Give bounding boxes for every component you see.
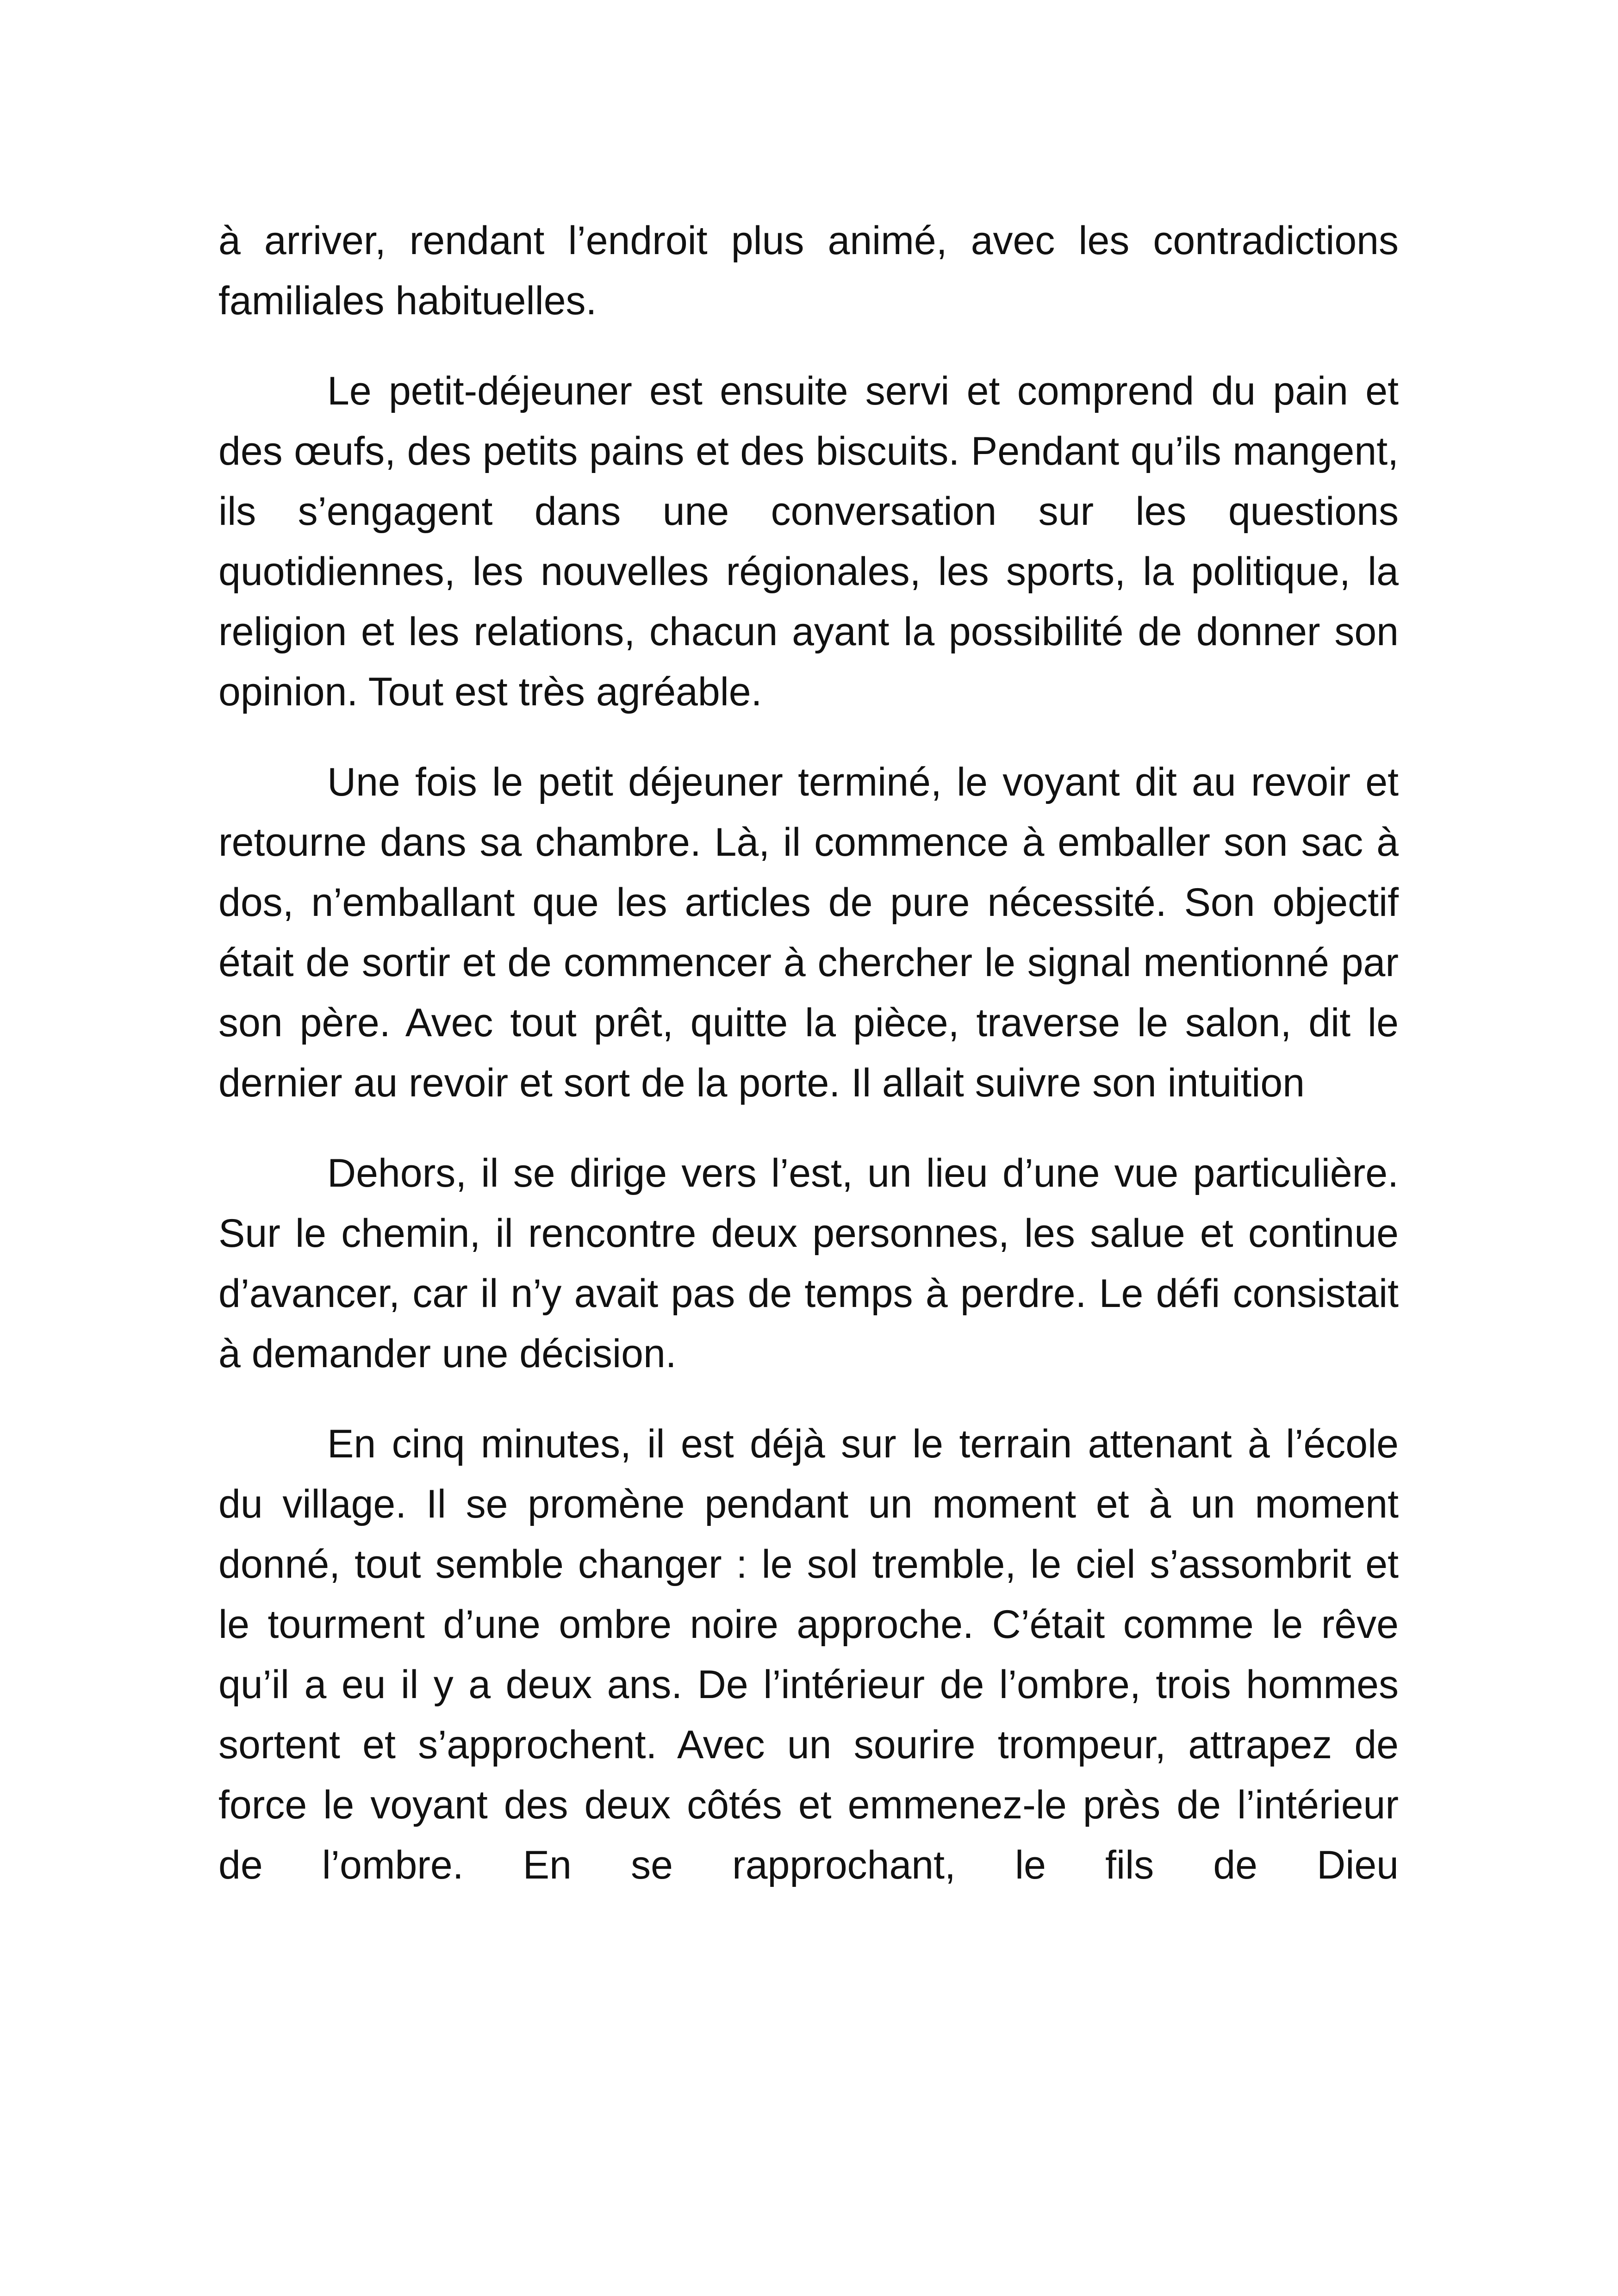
paragraph-continuation: à arriver, rendant l’endroit plus animé, avec les contradictions familiales habituelles. bbox=[218, 218, 1399, 323]
paragraph-outside: Dehors, il se dirige vers l’est, un lieu d’une vue particulière. Sur le chemin, il rencontre deux personnes, les salue et continue d’avancer, car il n’y avait pas de temps à perdre. Le défi consistait à demander une décision. bbox=[218, 1151, 1399, 1376]
body-text bbox=[218, 211, 1399, 1895]
paragraph-breakfast: Le petit-déjeuner est ensuite servi et comprend du pain et des œufs, des petits pains et des biscuits. Pendant qu’ils mangent, ils s’engagent dans une conversation sur les questions quotidiennes, les nouvelles régionales, les sports, la politique, la religion et les relations, chacun ayant la possibilité de donner son opinion. Tout est très agréable. bbox=[218, 369, 1399, 714]
paragraph-departure: Une fois le petit déjeuner terminé, le voyant dit au revoir et retourne dans sa chambre. Là, il commence à emballer son sac à dos, n’emballant que les articles de pure nécessité. Son objectif était de sortir et de commencer à chercher le signal mentionné par son père. Avec tout prêt, quitte la pièce, traverse le salon, dit le dernier au revoir et sort de la porte. Il allait suivre son intuition bbox=[218, 760, 1399, 1105]
paragraph-shadow: En cinq minutes, il est déjà sur le terrain attenant à l’école du village. Il se promène pendant un moment et à un moment donné, tout semble changer : le sol tremble, le ciel s’assombrit et le tourment d’une ombre noire approche. C’était comme le rêve qu’il a eu il y a deux ans. De l’intérieur de l’ombre, trois hommes sortent et s’approchent. Avec un sourire trompeur, attrapez de force le voyant des deux côtés et emmenez-le près de l’intérieur de l’ombre. En se rapprochant, le fils de Dieu bbox=[218, 1422, 1399, 1887]
